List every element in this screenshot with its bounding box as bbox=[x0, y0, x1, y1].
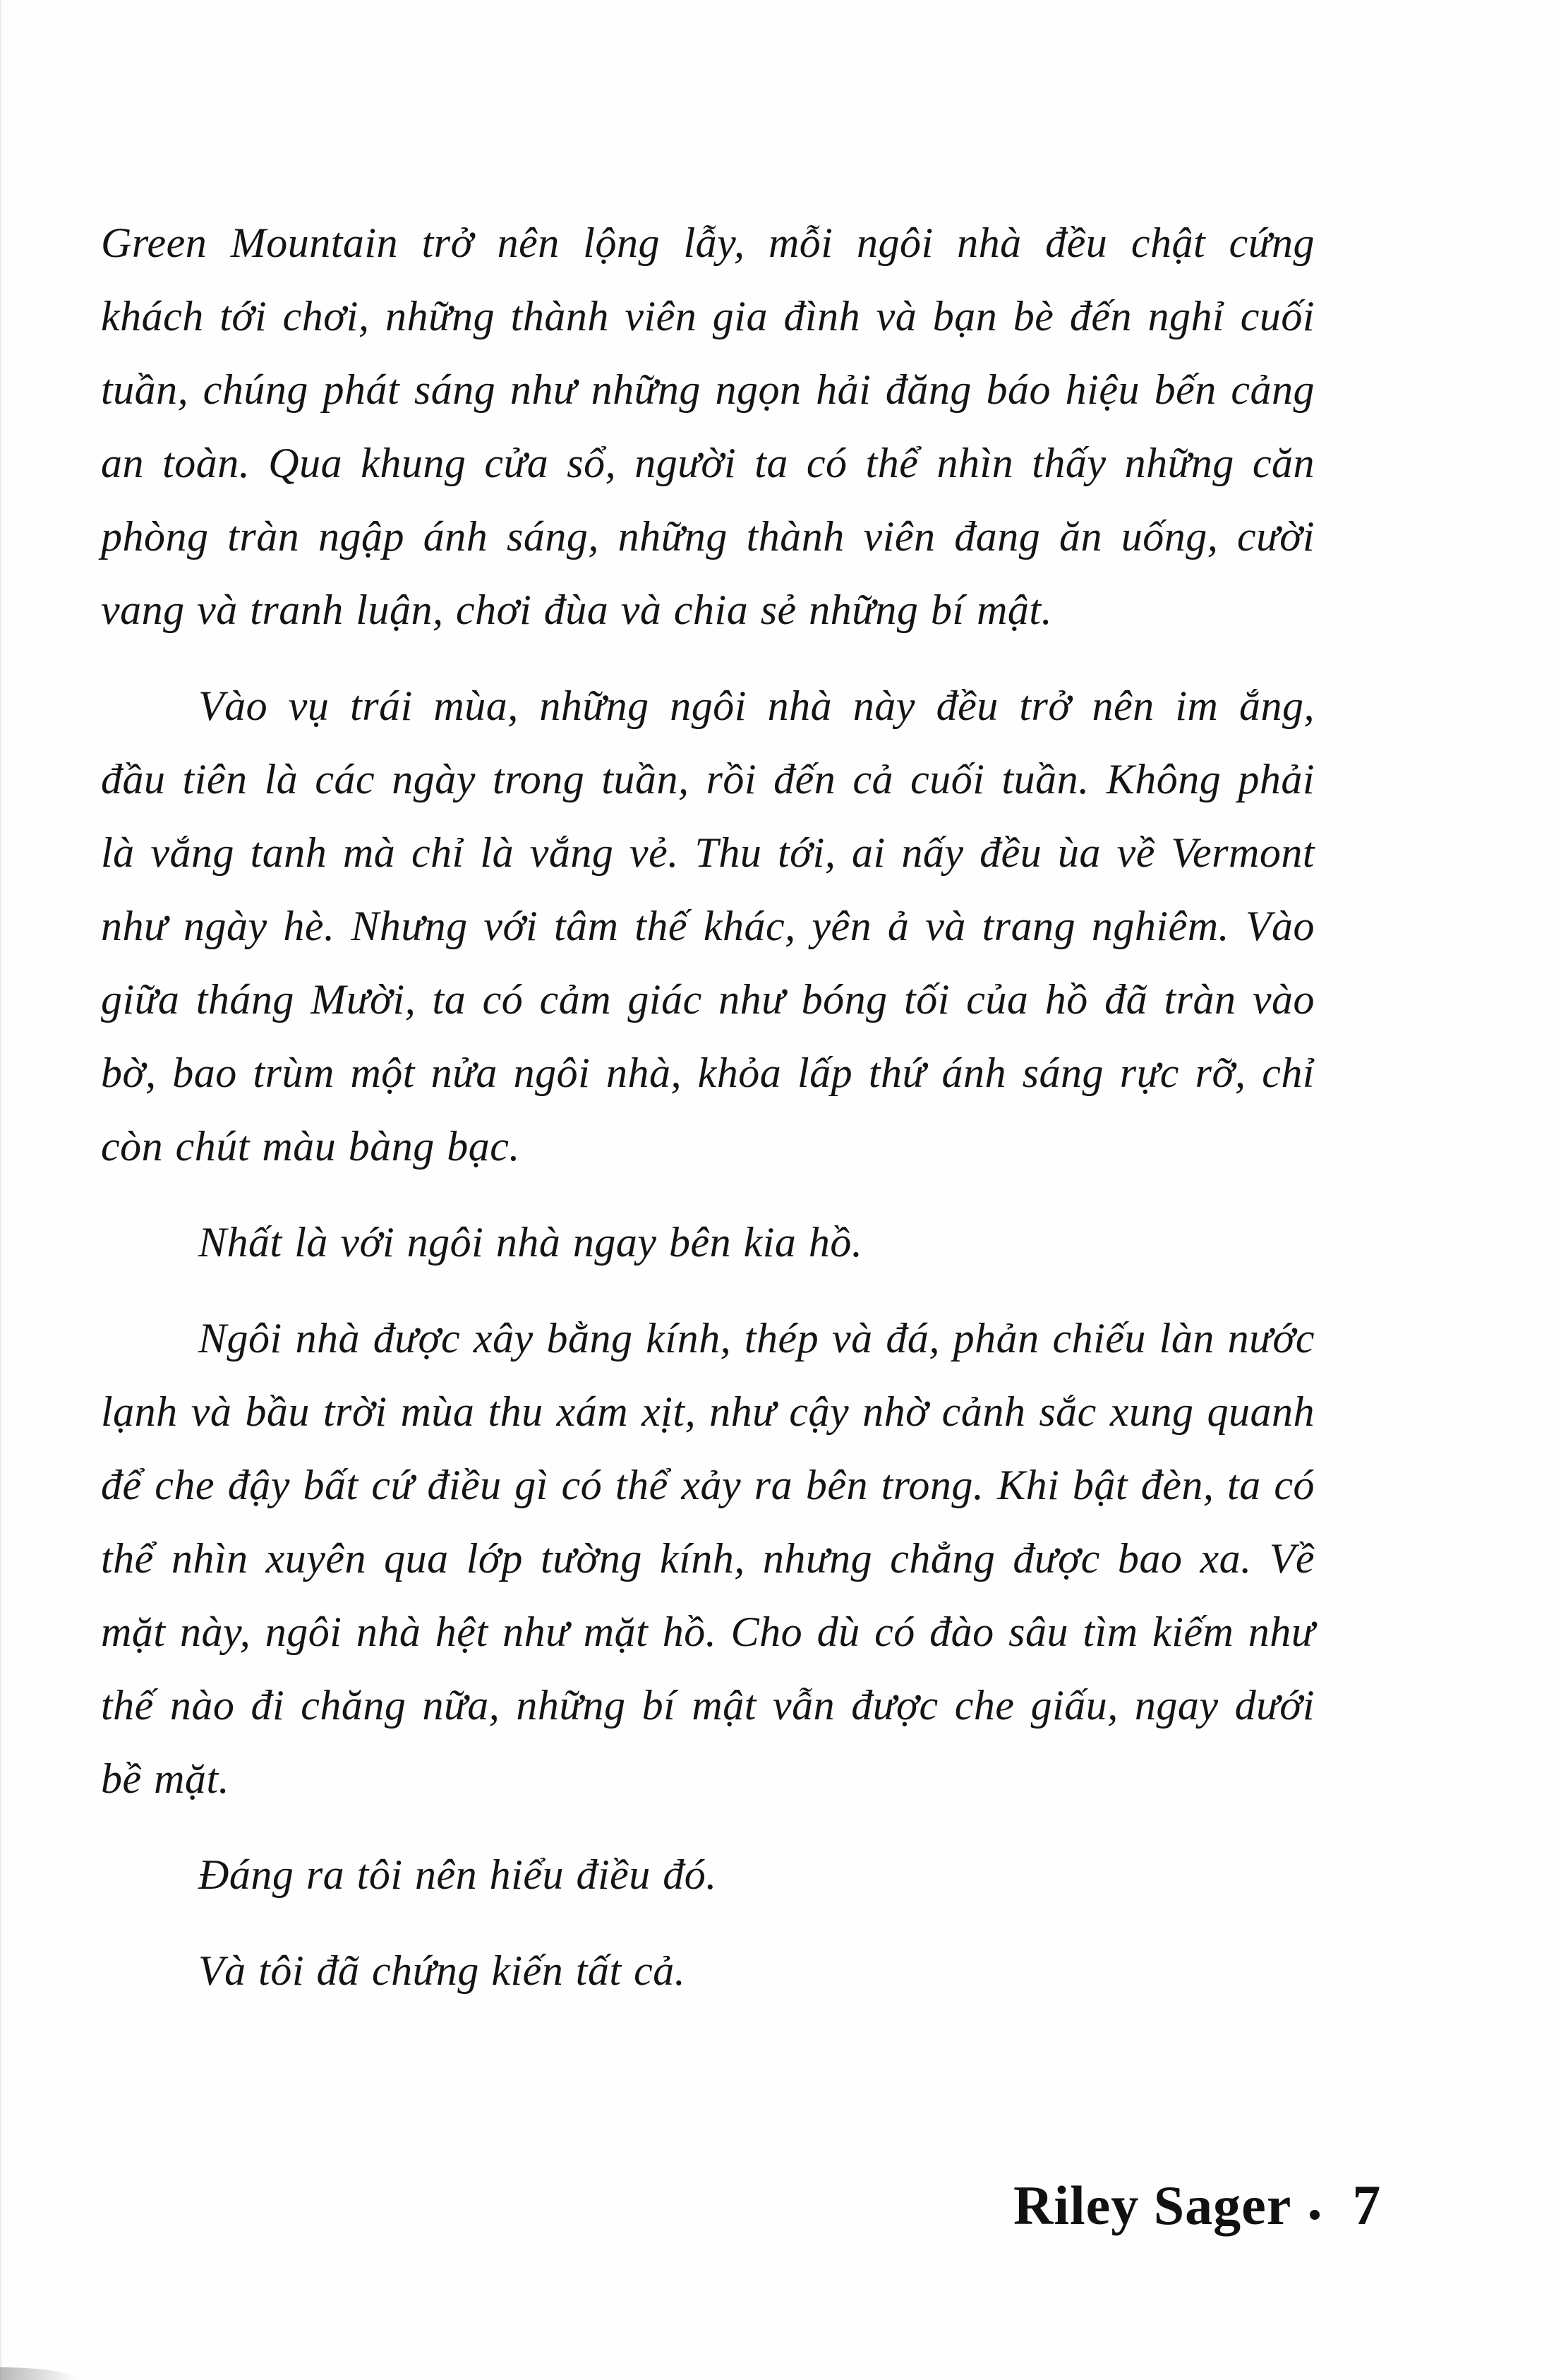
running-footer bbox=[1013, 2174, 1380, 2244]
bullet-separator-icon bbox=[1310, 2210, 1320, 2220]
text-line: Nhất là với ngôi nhà ngay bên kia hồ. bbox=[198, 1219, 863, 1266]
text-line: thể nhìn xuyên qua lớp tường kính, nhưng chẳng được bao xa. Về bbox=[101, 1535, 1315, 1582]
text-line: như ngày hè. Nhưng với tâm thế khác, yên ả và trang nghiêm. Vào bbox=[101, 903, 1315, 949]
text-line: an toàn. Qua khung cửa sổ, người ta có thể nhìn thấy những căn bbox=[101, 440, 1315, 486]
text-line: bờ, bao trùm một nửa ngôi nhà, khỏa lấp thứ ánh sáng rực rỡ, chỉ bbox=[101, 1050, 1315, 1096]
text-line: Green Mountain trở nên lộng lẫy, mỗi ngôi nhà đều chật cứng bbox=[101, 220, 1315, 266]
text-line: thế nào đi chăng nữa, những bí mật vẫn được che giấu, ngay dưới bbox=[101, 1682, 1315, 1729]
body-text bbox=[101, 206, 1315, 2007]
text-line: để che đậy bất cứ điều gì có thể xảy ra bên trong. Khi bật đèn, ta có bbox=[101, 1462, 1315, 1508]
page-edge-shadow bbox=[0, 0, 2, 2380]
text-line: Vào vụ trái mùa, những ngôi nhà này đều trở nên im ắng, bbox=[198, 683, 1315, 729]
page-number: 7 bbox=[1352, 2175, 1381, 2237]
paragraph-5 bbox=[101, 1838, 1315, 1911]
text-line: tuần, chúng phát sáng như những ngọn hải đăng báo hiệu bến cảng bbox=[101, 366, 1315, 413]
text-line: phòng tràn ngập ánh sáng, những thành viên đang ăn uống, cười bbox=[101, 513, 1315, 560]
text-line: bề mặt. bbox=[101, 1755, 230, 1802]
text-line: Và tôi đã chứng kiến tất cả. bbox=[198, 1947, 686, 1994]
text-line: còn chút màu bàng bạc. bbox=[101, 1123, 520, 1170]
paragraph-6 bbox=[101, 1934, 1315, 2007]
text-line: khách tới chơi, những thành viên gia đình và bạn bè đến nghỉ cuối bbox=[101, 293, 1315, 339]
paragraph-4 bbox=[101, 1302, 1315, 1815]
text-line: giữa tháng Mười, ta có cảm giác như bóng tối của hồ đã tràn vào bbox=[101, 976, 1315, 1023]
text-line: lạnh và bầu trời mùa thu xám xịt, như cậy nhờ cảnh sắc xung quanh bbox=[101, 1388, 1315, 1435]
author-name: Riley Sager bbox=[1013, 2175, 1292, 2236]
text-line: đầu tiên là các ngày trong tuần, rồi đến cả cuối tuần. Không phải bbox=[101, 756, 1315, 803]
paragraph-1 bbox=[101, 206, 1315, 647]
paragraph-3 bbox=[101, 1206, 1315, 1279]
page-corner-shadow bbox=[0, 2367, 78, 2380]
text-line: Đáng ra tôi nên hiểu điều đó. bbox=[198, 1851, 717, 1898]
text-line: mặt này, ngôi nhà hệt như mặt hồ. Cho dù có đào sâu tìm kiếm như bbox=[101, 1609, 1315, 1655]
text-line: vang và tranh luận, chơi đùa và chia sẻ những bí mật. bbox=[101, 587, 1053, 633]
paragraph-2 bbox=[101, 669, 1315, 1183]
text-line: Ngôi nhà được xây bằng kính, thép và đá, phản chiếu làn nước bbox=[198, 1315, 1315, 1362]
text-line: là vắng tanh mà chỉ là vắng vẻ. Thu tới, ai nấy đều ùa về Vermont bbox=[101, 829, 1315, 876]
